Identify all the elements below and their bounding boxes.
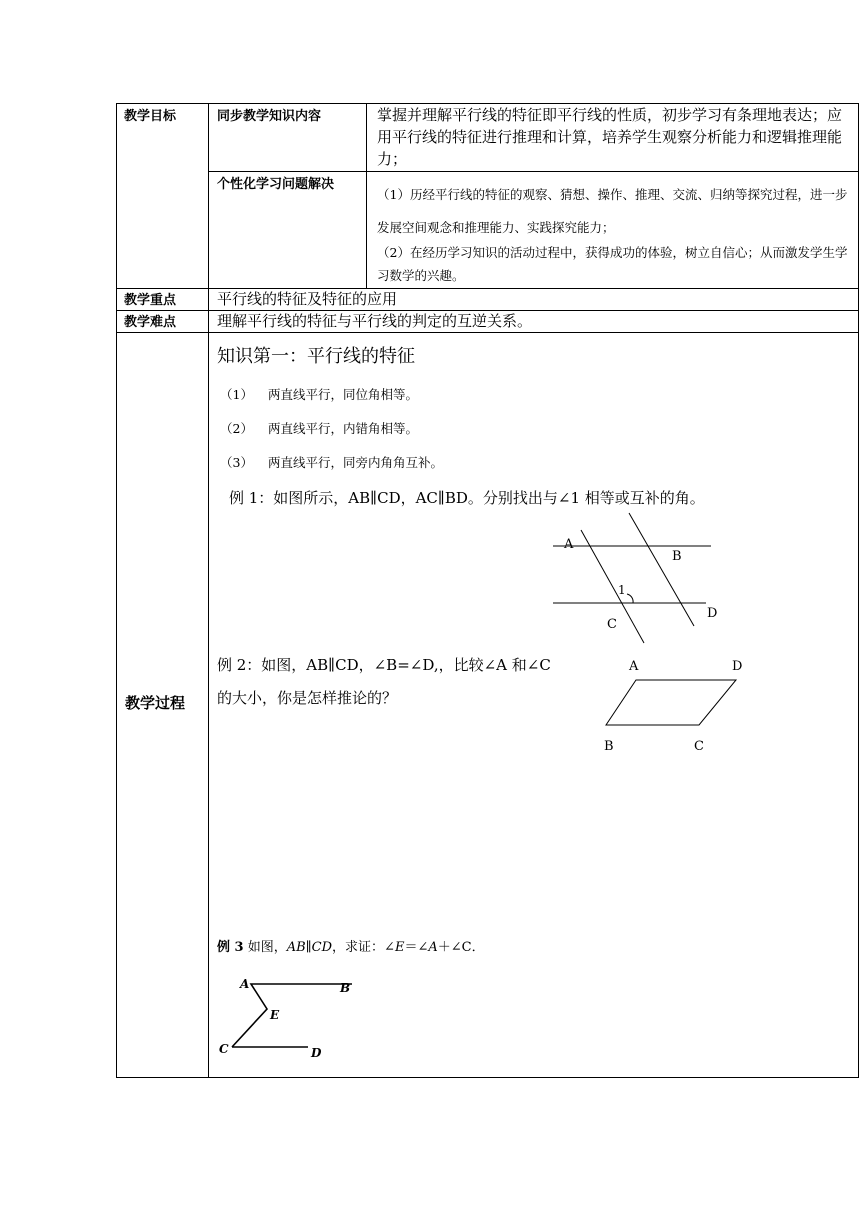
- label-c: C: [607, 617, 617, 632]
- parallelogram-abcd: [606, 680, 736, 725]
- label-d: D: [707, 606, 718, 621]
- path-a-e-c: [232, 984, 352, 1047]
- example-3-part: ＝∠: [404, 940, 429, 955]
- feature-item: [220, 420, 419, 438]
- personal-problem-label: 个性化学习问题解决: [217, 177, 335, 192]
- feature-item: [220, 386, 419, 404]
- example-3-part: A: [428, 940, 438, 955]
- label-b: B: [604, 739, 614, 754]
- feature-item-text: 两直线平行，同旁内角角互补。: [268, 455, 444, 470]
- label-a: A: [629, 659, 639, 674]
- label-d: D: [311, 1046, 322, 1060]
- table-border: [366, 103, 367, 288]
- example-2-line-1: 例 2：如图，AB∥CD，∠B=∠D,，比较∠A 和∠C: [217, 656, 551, 674]
- label-c: C: [219, 1042, 229, 1056]
- table-border: [208, 171, 859, 172]
- table-border: [116, 1077, 859, 1078]
- label-a: A: [564, 537, 574, 552]
- difficulty-text: 理解平行线的特征与平行线的判定的互逆关系。: [217, 312, 533, 330]
- feature-item-number: （1）: [220, 387, 253, 402]
- example-3-text: [217, 939, 485, 958]
- label-d: D: [732, 659, 743, 674]
- example-2-line-2: 的大小，你是怎样推论的？: [217, 689, 398, 707]
- table-border: [116, 103, 117, 1078]
- objectives-label: 教学目标: [124, 109, 177, 124]
- feature-item-number: （2）: [220, 421, 253, 436]
- label-a: A: [240, 977, 250, 991]
- process-label: 教学过程: [125, 694, 186, 712]
- label-1: 1: [618, 583, 626, 597]
- personal-item-1: （1）历经平行线的特征的观察、猜想、操作、推理、交流、归纳等探究过程，进一步发展空间观念和推理能力、实践探究能力；: [377, 187, 848, 235]
- example-2-figure: [596, 653, 756, 758]
- example-1-figure: [541, 508, 721, 648]
- example-3-part: ，求证：∠: [332, 940, 395, 955]
- difficulty-label: 教学难点: [124, 315, 177, 330]
- sync-content-label: 同步教学知识内容: [217, 109, 322, 124]
- feature-item-text: 两直线平行，同位角相等。: [268, 387, 419, 402]
- label-b: B: [672, 549, 682, 564]
- example-3-number: 例 3: [217, 940, 244, 955]
- feature-item-number: （3）: [220, 455, 253, 470]
- label-c: C: [694, 739, 704, 754]
- lesson-plan-table: [116, 103, 859, 1078]
- personal-item-2: （2）在经历学习知识的活动过程中，获得成功的体验，树立自信心；从而激发学生学习数学的兴趣。: [377, 245, 848, 283]
- line-bd: [629, 513, 694, 626]
- example-3-part: 如图，: [243, 940, 287, 955]
- table-border: [858, 103, 859, 1078]
- example-3-part: AB∥CD: [286, 940, 333, 955]
- feature-item-text: 两直线平行，内错角相等。: [268, 421, 419, 436]
- table-border: [208, 103, 209, 1078]
- example-3-part: ＋∠C．: [437, 940, 485, 955]
- label-e: E: [270, 1008, 280, 1022]
- feature-item: [220, 454, 444, 472]
- focus-text: 平行线的特征及特征的应用: [217, 290, 398, 308]
- sync-content-text: 掌握并理解平行线的特征即平行线的性质，初步学习有条理地表达；应用平行线的特征进行推理和计算，培养学生观察分析能力和逻辑推理能力；: [377, 106, 843, 168]
- focus-label: 教学重点: [124, 293, 177, 308]
- example-3-part: E: [394, 940, 405, 955]
- label-b: B: [340, 981, 351, 995]
- angle-1-arc: [627, 594, 633, 603]
- example-1-text: 例 1：如图所示，AB∥CD，AC∥BD。分别找出与∠1 相等或互补的角。: [229, 489, 705, 507]
- example-3-figure: [216, 973, 356, 1063]
- process-heading: 知识第一：平行线的特征: [217, 346, 415, 367]
